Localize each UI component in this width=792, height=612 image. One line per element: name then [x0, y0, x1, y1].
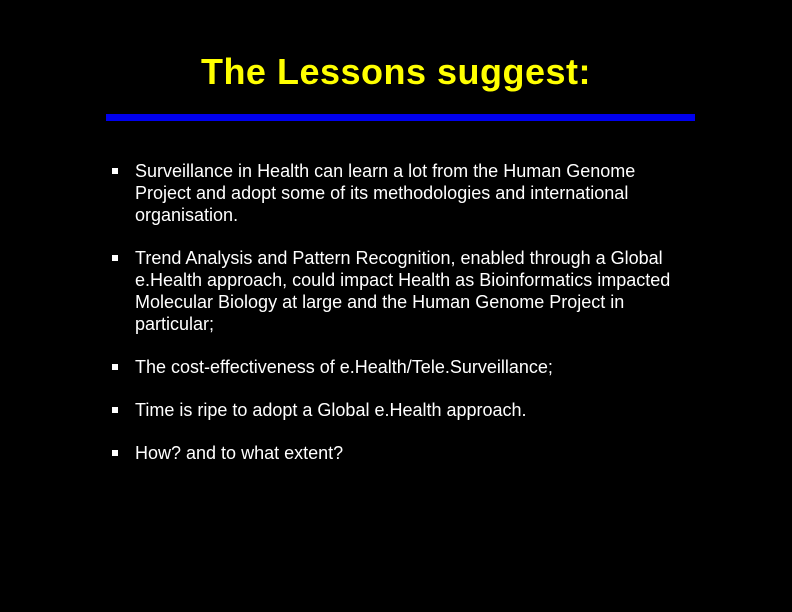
square-bullet-icon [112, 364, 118, 370]
bullet-item [112, 247, 672, 335]
slide-title: The Lessons suggest: [200, 51, 592, 92]
bullet-text: The cost-effectiveness of e.Health/Tele.Surveillance; [135, 357, 553, 377]
bullet-text: Surveillance in Health can learn a lot from the Human Genome Project and adopt some of its methodologies and international organisation. [135, 161, 636, 225]
bullet-item [112, 356, 672, 378]
bullet-item [112, 399, 672, 421]
title-underline-divider [106, 114, 695, 121]
bullet-text: How? and to what extent? [135, 443, 344, 463]
bullet-text: Trend Analysis and Pattern Recognition, enabled through a Global e.Health approach, could impact Health as Bioinformatics impacted Molecular Biology at large and the Human Genome Project in particular; [135, 248, 671, 334]
bullet-item [112, 160, 672, 226]
bullet-text: Time is ripe to adopt a Global e.Health approach. [135, 400, 527, 420]
square-bullet-icon [112, 407, 118, 413]
bullet-item [112, 442, 672, 464]
square-bullet-icon [112, 255, 118, 261]
square-bullet-icon [112, 450, 118, 456]
square-bullet-icon [112, 168, 118, 174]
bullet-list [112, 160, 672, 485]
